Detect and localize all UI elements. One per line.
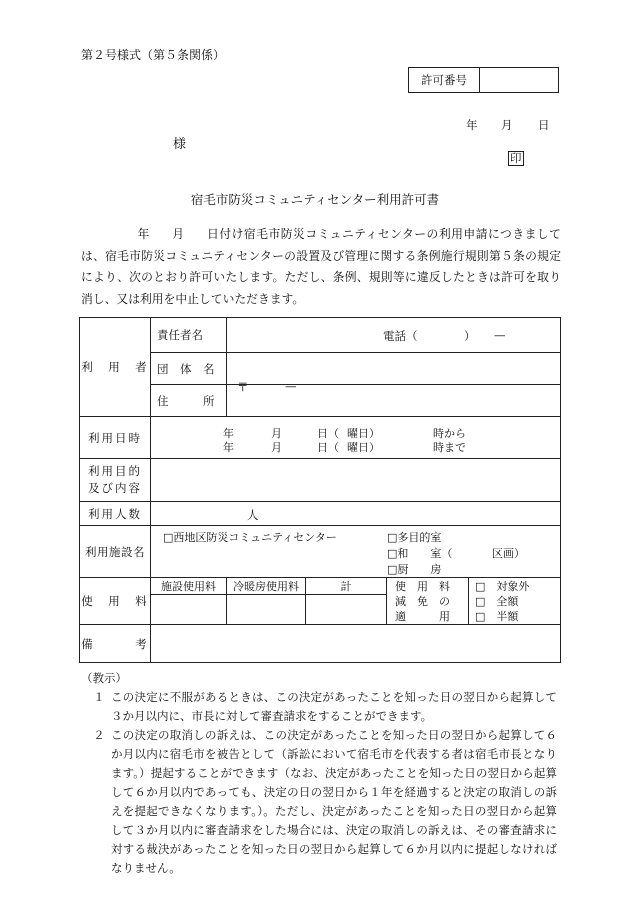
dt-day-2: 日（ xyxy=(317,441,339,454)
datetime-label: 利用日時 xyxy=(80,417,151,459)
exempt-half-checkbox[interactable]: □ 半額 xyxy=(475,609,519,623)
instruction-item-1: １ この決定に不服があるときは、この決定があったことを知った日の翌日から起算して３か月以内に、市長に対して審査請求をすることができます。 xyxy=(93,690,557,723)
facility-kitchen-checkbox[interactable]: □厨 房 xyxy=(387,563,442,576)
dt-from: 時から xyxy=(433,427,466,440)
dt-day-1: 日（ xyxy=(317,427,339,440)
exemption-label: 使 用 料 減 免 の 適 用 xyxy=(387,578,469,625)
address-label: 住 所 xyxy=(151,385,227,417)
facility-label: 利用施設名 xyxy=(80,526,151,578)
phone-dash: — xyxy=(494,328,506,342)
document-title: 宿毛市防災コミュニティセンター利用許可書 xyxy=(190,192,440,207)
purpose-label: 利用目的 及び内容 xyxy=(80,459,151,502)
intro-year: 年 xyxy=(137,227,150,241)
address-field[interactable] xyxy=(227,379,561,417)
user-label: 利 用 者 xyxy=(80,318,151,417)
date-year: 年 xyxy=(466,118,478,132)
group-label: 団 体 名 xyxy=(151,353,227,385)
fee-total-value[interactable] xyxy=(306,595,387,625)
seal-mark: 印 xyxy=(510,151,522,165)
dt-month-1: 月 xyxy=(271,427,282,440)
exemption-options xyxy=(469,578,561,625)
dt-year-1: 年 xyxy=(223,427,234,440)
fee-col-total: 計 xyxy=(306,578,387,595)
instructions-heading: （教示） xyxy=(81,671,127,685)
exempt-none-checkbox[interactable]: □ 対象外 xyxy=(475,579,530,593)
facility-section: 区画） xyxy=(492,547,525,560)
group-field[interactable] xyxy=(227,353,561,385)
date-day: 日 xyxy=(538,118,550,132)
remarks-label: 備 考 xyxy=(80,625,151,663)
intro-text-line1: 日付け宿毛市防災コミュニティセンターの利用申請につきまして xyxy=(206,227,561,241)
fee-col-ac: 冷暖房使用料 xyxy=(227,578,306,595)
fee-col-facility: 施設使用料 xyxy=(151,578,227,595)
form-number: 第２号様式（第５条関係） xyxy=(81,48,226,62)
responsible-label: 責任者名 xyxy=(151,318,227,353)
dt-until: 時まで xyxy=(433,441,466,454)
permit-number-field[interactable] xyxy=(480,68,558,92)
permit-number-label: 許可番号 xyxy=(409,68,480,92)
count-label: 利用人数 xyxy=(80,502,151,526)
intro-month: 月 xyxy=(171,227,185,241)
responsible-field[interactable] xyxy=(227,318,561,353)
facility-japanese-checkbox[interactable]: □和 室（ xyxy=(387,547,453,560)
permit-number-box xyxy=(408,67,559,93)
addressee-suffix: 様 xyxy=(173,137,187,152)
datetime-field[interactable] xyxy=(151,417,561,459)
intro-paragraph xyxy=(81,224,561,310)
instruction-item-2: ２ この決定の取消しの訴えは、この決定があったことを知った日の翌日から起算して６か月以内に宿毛市を被告として（訴訟において宿毛市を代表する者は宿毛市長となります。）提起することができます（なお、決定があったことを知った日の翌日から起算して６か月以内であっても、決定の日の翌日から１年を経過すると決定の取消しの訴えを提起できなくなります。）。ただし、決定があったことを知った日の翌日から起算して３か月以内に審査請求をした場合には、決定の取消しの訴えは、その審査請求に対する裁決があったことを知った日の翌日から起算して６か月以内に提起しなければなりません。 xyxy=(93,728,557,875)
postal-mark: 〒 xyxy=(237,380,249,394)
count-unit: 人 xyxy=(247,508,259,522)
dt-weekday-2: 曜日） xyxy=(347,441,380,454)
date-month: 月 xyxy=(501,118,513,132)
instructions xyxy=(81,669,557,878)
remarks-field[interactable] xyxy=(151,625,561,663)
purpose-field[interactable] xyxy=(151,459,561,502)
fee-ac-value[interactable] xyxy=(227,595,306,625)
facility-multi-checkbox[interactable]: □多目的室 xyxy=(387,531,442,544)
dt-month-2: 月 xyxy=(271,441,282,454)
facility-west-checkbox[interactable]: □西地区防災コミュニティセンター xyxy=(163,531,337,544)
dt-year-2: 年 xyxy=(223,441,234,454)
phone-close: ） xyxy=(464,329,476,343)
permit-table xyxy=(79,317,561,663)
fee-facility-value[interactable] xyxy=(151,595,227,625)
count-field[interactable] xyxy=(151,502,561,526)
exempt-full-checkbox[interactable]: □ 全額 xyxy=(475,594,519,608)
phone-label: 電話（ xyxy=(383,329,418,343)
facility-field xyxy=(151,526,561,578)
intro-text-rest: は、宿毛市防災コミュニティセンターの設置及び管理に関する条例施行規則第５条の規定により、次のとおり許可いたします。ただし、条例、規則等に違反したときは許可を取り消し、又は利用を中止していただきます。 xyxy=(81,248,561,306)
dt-weekday-1: 曜日） xyxy=(347,427,380,440)
postal-dash: — xyxy=(285,379,297,393)
fee-label: 使 用 料 xyxy=(80,578,151,625)
